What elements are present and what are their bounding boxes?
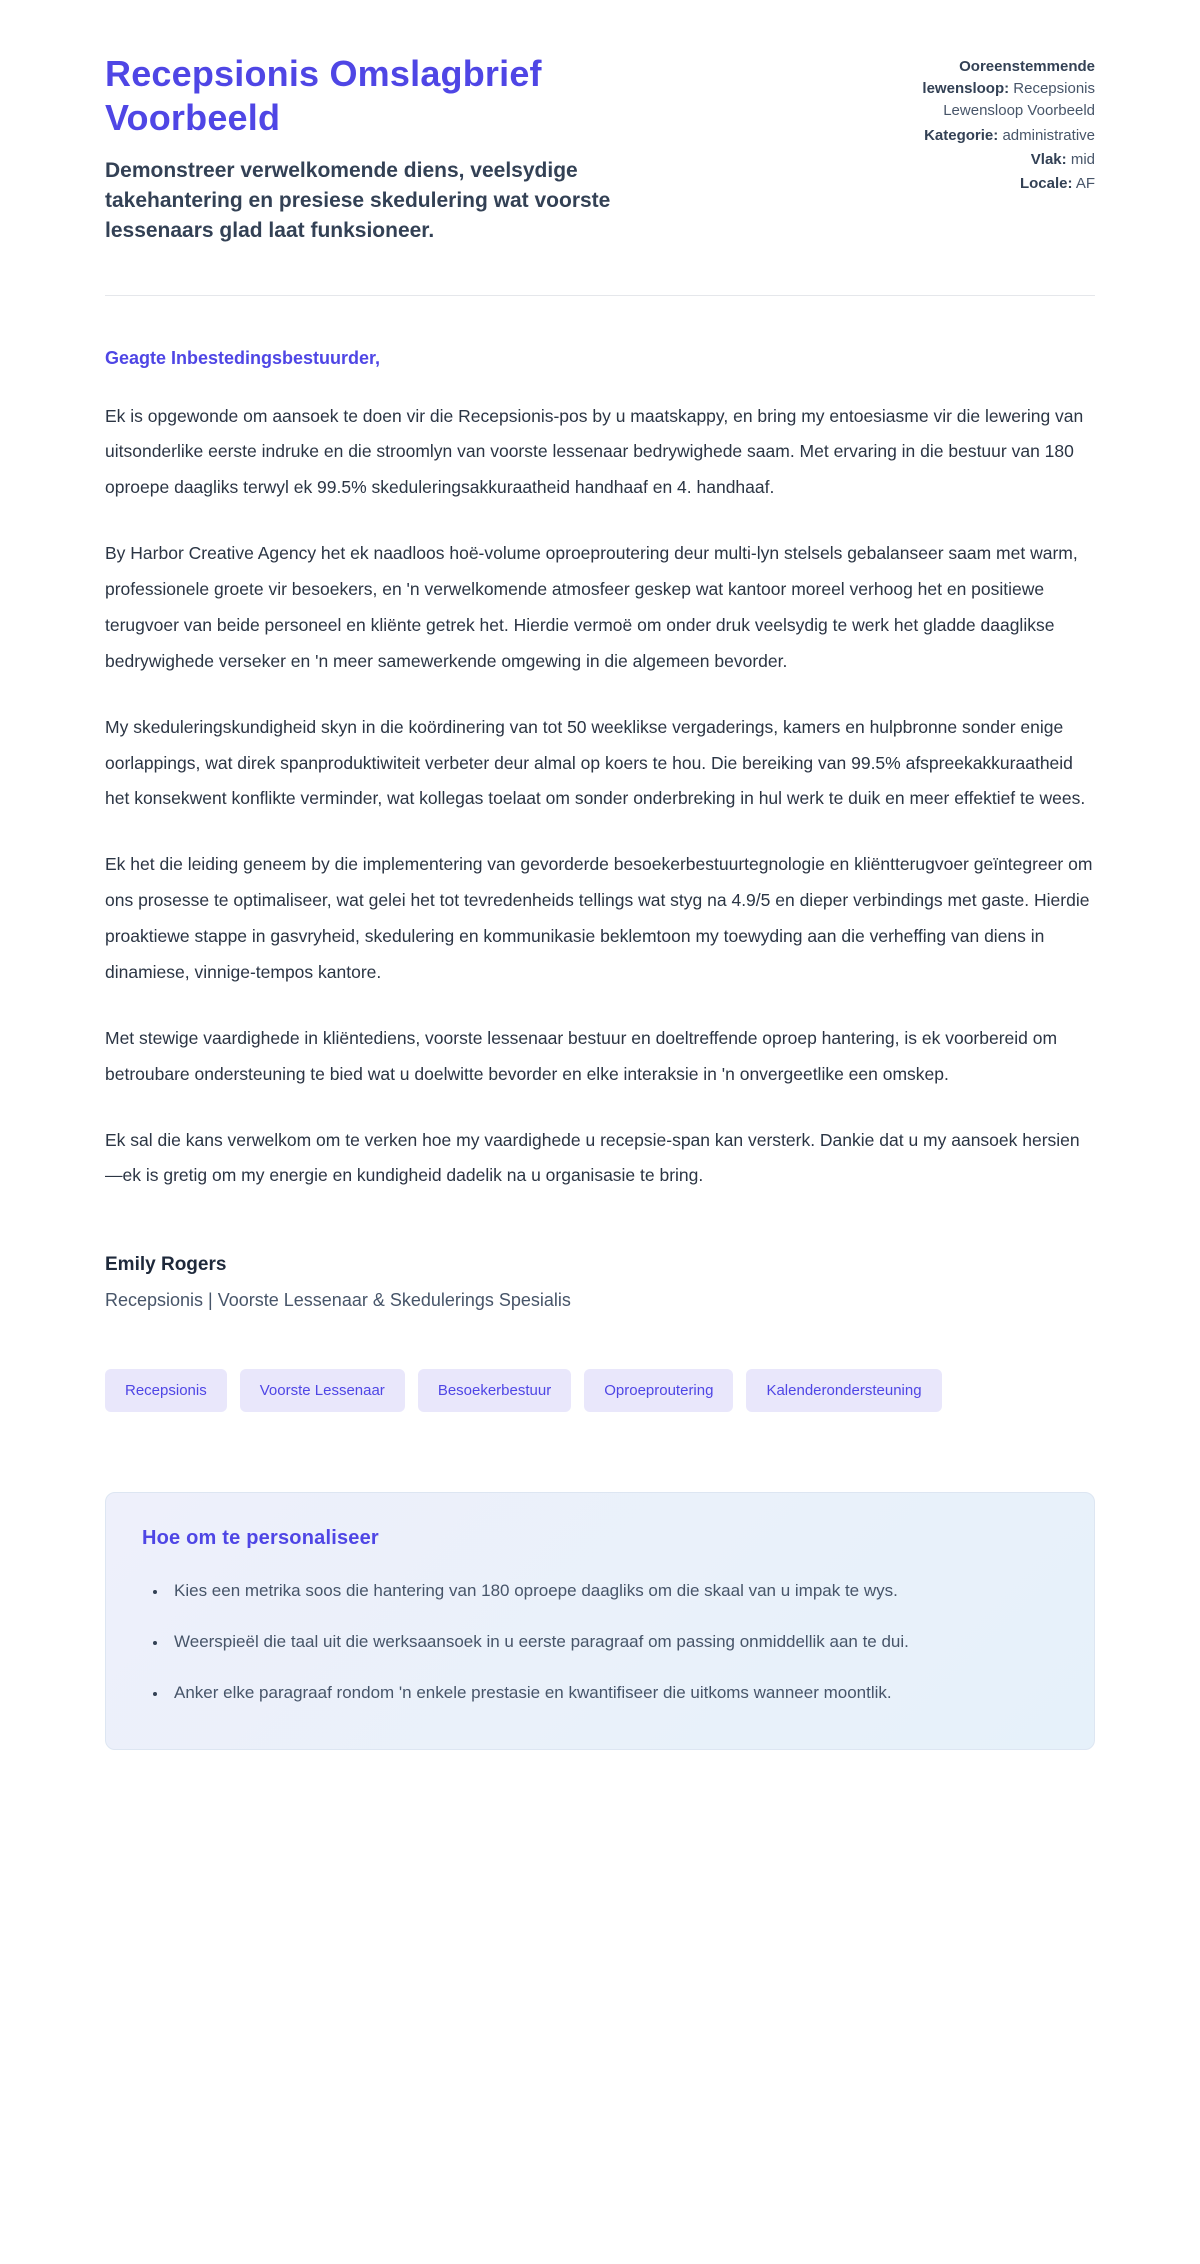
meta-item — [875, 56, 1095, 123]
meta-value: Recepsionis Lewensloop Voorbeeld — [943, 80, 1095, 120]
tag-chip: Voorste Lessenaar — [240, 1369, 405, 1412]
header-text-block — [105, 52, 875, 247]
letter-paragraph: Ek is opgewonde om aansoek te doen vir die Recepsionis-pos by u maatskappy, en bring my entoesiasme vir die lewering van uitsonderlike eerste indruke en die stroomlyn van voorste lessenaar bedrywighede saam. Met ervaring in die bestuur van 180 oproepe daagliks terwyl ek 99.5% skeduleringsakkuraatheid handhaaf en 4. handhaaf. — [105, 405, 1084, 498]
meta-block — [875, 56, 1095, 197]
meta-item — [875, 173, 1095, 195]
cover-letter-page — [105, 0, 1095, 1820]
meta-value: mid — [1070, 150, 1095, 168]
page-title: Recepsionis Omslagbrief Voorbeeld — [105, 53, 542, 138]
header — [105, 52, 1095, 247]
meta-label: Locale: — [1019, 174, 1073, 192]
letter-paragraph: Met stewige vaardighede in kliëntediens, voorste lessenaar bestuur en doeltreffende oproep hantering, is ek voorbereid om betroubare ondersteuning te bied wat u doelwitte bevorder en elke interaksie in 'n onvergeetlike een omskep. — [105, 1027, 1058, 1084]
signature-block — [105, 1254, 1095, 1311]
tag-chip: Besoekerbestuur — [418, 1369, 571, 1412]
callout-bullet-list — [142, 1574, 1058, 1711]
signature-name: Emily Rogers — [105, 1254, 227, 1276]
meta-value: AF — [1075, 174, 1095, 192]
personalization-callout — [105, 1492, 1095, 1750]
meta-item — [875, 125, 1095, 147]
callout-bullet: • Kies een metrika soos die hantering van 180 oproepe daagliks om die skaal van u impak te wys. — [168, 1574, 1058, 1609]
letter-paragraph: By Harbor Creative Agency het ek naadloos hoë-volume oproeproutering deur multi-lyn stelsels gebalanseer saam met warm, professionele groete vir besoekers, en 'n verwelkomende atmosfeer geskep wat kantoor moreel verhoog het en positiewe terugvoer van beide personeel en kliënte getrek het. Hierdie vermoë om onder druk veelsydig te werk het gladde daaglikse bedrywighede verseker en 'n meer samewerkende omgewing in die algemeen bevorder. — [105, 543, 1078, 671]
letter-paragraphs — [105, 399, 1095, 1195]
letter-paragraph: My skeduleringskundigheid skyn in die koördinering van tot 50 weeklikse vergaderings, kamers en hulpbronne sonder enige oorlappings, wat direk spanproduktiwiteit verbeter deur almal op koers te hou. Die bereiking van 99.5% afspreekakkuraatheid het konsekwent konflikte verminder, wat kollegas toelaat om sonder onderbreking in hul werk te duik en meer effektief te wees. — [105, 716, 1086, 809]
callout-bullet: • Weerspieël die taal uit die werksaansoek in u eerste paragraaf om passing onmiddellik aan te dui. — [168, 1625, 1058, 1660]
meta-item — [875, 149, 1095, 171]
meta-label: Kategorie: — [924, 126, 999, 144]
tag-chip: Oproeproutering — [584, 1369, 733, 1412]
page-subtitle: Demonstreer verwelkomende diens, veelsydige takehantering en presiese skedulering wat voorste lessenaars glad laat funksioneer. — [105, 158, 611, 243]
meta-label: Vlak: — [1030, 150, 1067, 168]
meta-label: Ooreenstemmende lewensloop: — [922, 58, 1095, 98]
callout-bullet: • Anker elke paragraaf rondom 'n enkele prestasie en kwantifiseer die uitkoms wanneer moontlik. — [168, 1676, 1058, 1711]
header-divider — [105, 295, 1095, 296]
tag-list — [105, 1369, 1095, 1412]
letter-body — [105, 348, 1095, 1750]
letter-paragraph: Ek sal die kans verwelkom om te verken hoe my vaardighede u recepsie-span kan versterk. Dankie dat u my aansoek hersien—ek is gretig om my energie en kundigheid dadelik na u organisasie te bring. — [105, 1129, 1080, 1186]
tag-chip: Recepsionis — [105, 1369, 227, 1412]
letter-paragraph: Ek het die leiding geneem by die implementering van gevorderde besoekerbestuurtegnologie en kliëntterugvoer geïntegreer om ons prosesse te optimaliseer, wat gelei het tot tevredenheids tellings wat styg na 4.9/5 en dieper verbindings met gaste. Hierdie proaktiewe stappe in gasvryheid, skedulering en kommunikasie beklemtoon my toewyding aan die verheffing van diens in dinamiese, vinnige-tempos kantore. — [105, 854, 1093, 982]
letter-greeting: Geagte Inbestedingsbestuurder, — [105, 347, 381, 368]
meta-value: administrative — [1002, 126, 1095, 144]
tag-chip: Kalenderondersteuning — [746, 1369, 941, 1412]
callout-title: Hoe om te personaliseer — [142, 1527, 379, 1550]
signature-role: Recepsionis | Voorste Lessenaar & Skedulerings Spesialis — [105, 1290, 571, 1311]
